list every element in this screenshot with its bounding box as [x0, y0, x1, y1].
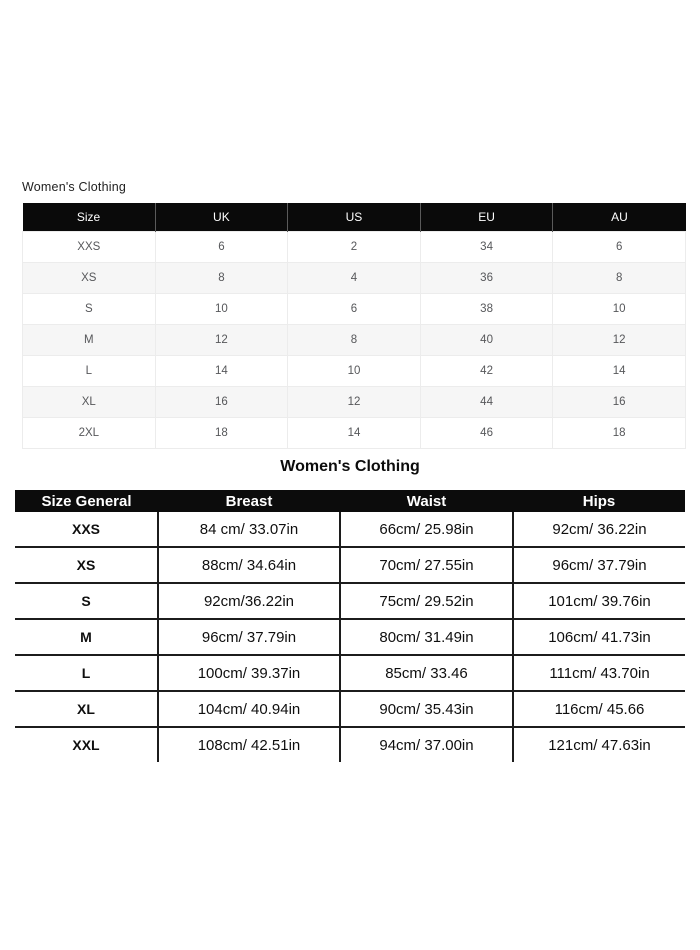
value-cell: 4 [288, 263, 421, 294]
value-cell: 108cm/ 42.51in [158, 727, 340, 762]
value-cell: 12 [288, 387, 421, 418]
value-cell: 8 [155, 263, 288, 294]
table-header-row [15, 490, 685, 512]
value-cell: 12 [553, 325, 686, 356]
value-cell: 16 [553, 387, 686, 418]
value-cell: 18 [155, 418, 288, 449]
value-cell: 92cm/36.22in [158, 583, 340, 619]
value-cell: 96cm/ 37.79in [513, 547, 685, 583]
value-cell: 121cm/ 47.63in [513, 727, 685, 762]
value-cell: 46 [420, 418, 553, 449]
table-row [23, 325, 686, 356]
value-cell: 85cm/ 33.46 [340, 655, 513, 691]
international-chart-label: Women's Clothing [22, 180, 127, 194]
value-cell: 116cm/ 45.66 [513, 691, 685, 727]
size-cell: XXS [15, 512, 158, 547]
measurement-chart-title: Women's Clothing [280, 458, 420, 475]
size-cell: 2XL [23, 418, 156, 449]
international-size-table-body [23, 232, 686, 449]
table-row [23, 387, 686, 418]
header-cell: Waist [340, 490, 513, 512]
value-cell: 96cm/ 37.79in [158, 619, 340, 655]
value-cell: 34 [420, 232, 553, 263]
size-cell: XXL [15, 727, 158, 762]
value-cell: 84 cm/ 33.07in [158, 512, 340, 547]
value-cell: 10 [155, 294, 288, 325]
table-row [15, 727, 685, 762]
value-cell: 40 [420, 325, 553, 356]
header-cell: AU [553, 203, 686, 232]
table-row [15, 583, 685, 619]
header-cell: Size General [15, 490, 158, 512]
value-cell: 8 [288, 325, 421, 356]
size-cell: XS [23, 263, 156, 294]
size-cell: XS [15, 547, 158, 583]
table-row [23, 418, 686, 449]
value-cell: 70cm/ 27.55in [340, 547, 513, 583]
value-cell: 104cm/ 40.94in [158, 691, 340, 727]
header-cell: US [288, 203, 421, 232]
header-cell: EU [420, 203, 553, 232]
size-cell: M [23, 325, 156, 356]
header-cell: UK [155, 203, 288, 232]
value-cell: 6 [288, 294, 421, 325]
value-cell: 111cm/ 43.70in [513, 655, 685, 691]
value-cell: 101cm/ 39.76in [513, 583, 685, 619]
size-cell: S [15, 583, 158, 619]
value-cell: 88cm/ 34.64in [158, 547, 340, 583]
value-cell: 10 [288, 356, 421, 387]
size-cell: XL [15, 691, 158, 727]
value-cell: 75cm/ 29.52in [340, 583, 513, 619]
value-cell: 6 [553, 232, 686, 263]
value-cell: 80cm/ 31.49in [340, 619, 513, 655]
header-cell: Hips [513, 490, 685, 512]
header-cell: Breast [158, 490, 340, 512]
value-cell: 14 [288, 418, 421, 449]
table-row [15, 691, 685, 727]
table-row [23, 232, 686, 263]
value-cell: 36 [420, 263, 553, 294]
value-cell: 92cm/ 36.22in [513, 512, 685, 547]
value-cell: 16 [155, 387, 288, 418]
table-row [23, 294, 686, 325]
table-row [23, 263, 686, 294]
table-row [15, 512, 685, 547]
size-cell: M [15, 619, 158, 655]
value-cell: 18 [553, 418, 686, 449]
value-cell: 66cm/ 25.98in [340, 512, 513, 547]
size-cell: XL [23, 387, 156, 418]
value-cell: 38 [420, 294, 553, 325]
value-cell: 44 [420, 387, 553, 418]
value-cell: 10 [553, 294, 686, 325]
table-row [15, 619, 685, 655]
measurement-size-table-body [15, 512, 685, 762]
value-cell: 14 [155, 356, 288, 387]
size-cell: S [23, 294, 156, 325]
value-cell: 2 [288, 232, 421, 263]
value-cell: 106cm/ 41.73in [513, 619, 685, 655]
international-size-table [22, 203, 686, 449]
value-cell: 94cm/ 37.00in [340, 727, 513, 762]
measurement-size-table [15, 490, 685, 762]
value-cell: 14 [553, 356, 686, 387]
table-row [15, 655, 685, 691]
size-cell: L [15, 655, 158, 691]
value-cell: 6 [155, 232, 288, 263]
value-cell: 100cm/ 39.37in [158, 655, 340, 691]
value-cell: 42 [420, 356, 553, 387]
value-cell: 90cm/ 35.43in [340, 691, 513, 727]
table-row [23, 356, 686, 387]
value-cell: 8 [553, 263, 686, 294]
table-row [15, 547, 685, 583]
value-cell: 12 [155, 325, 288, 356]
header-cell: Size [23, 203, 156, 232]
size-cell: XXS [23, 232, 156, 263]
table-header-row [23, 203, 686, 232]
size-cell: L [23, 356, 156, 387]
